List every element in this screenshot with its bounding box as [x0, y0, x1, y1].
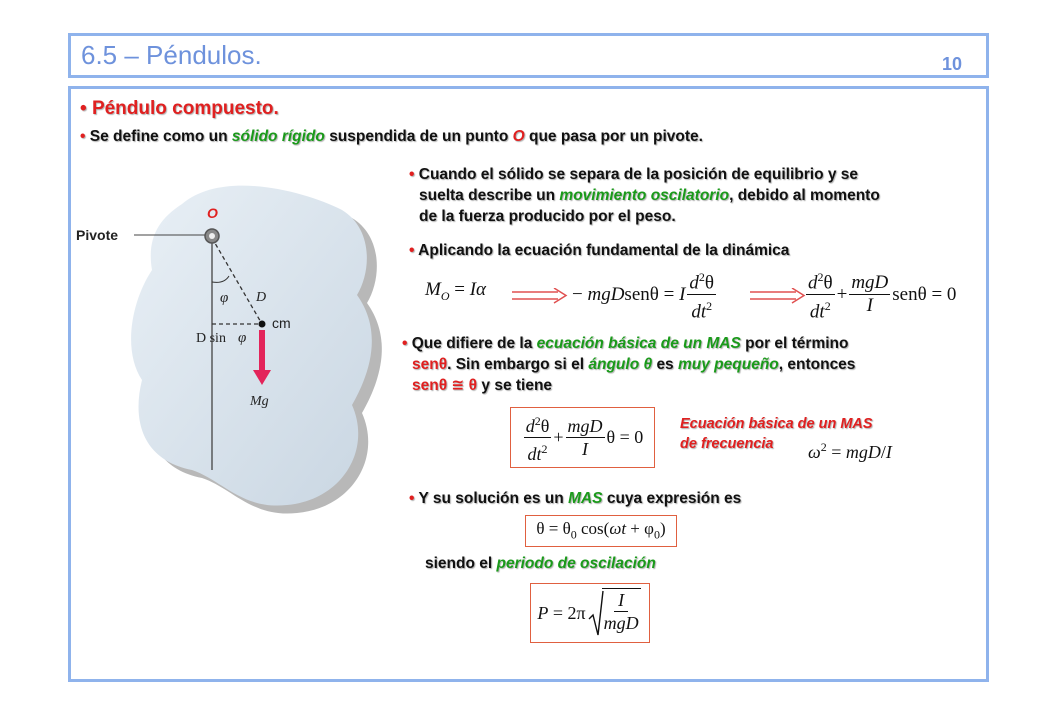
shm-equation-box: $\frac{d^2\theta}{dt^2}$ + $\frac{\text{mgD}}{I}$ θ = 0 [510, 407, 655, 468]
definition-line [80, 126, 703, 147]
implies-arrow-1 [510, 288, 570, 304]
equation-motion: $\frac{d^2\theta}{dt^2}$ + $\frac{\text{mgD}}{I}$ senθ = 0 [804, 266, 956, 324]
definition-bullet: • [80, 128, 86, 145]
p1-bullet: • [409, 166, 415, 183]
paragraph-fundamental-equation [409, 240, 789, 261]
section-title: Péndulo compuesto. [91, 98, 279, 119]
p1-line2-pre: suelta describe un [419, 187, 556, 204]
p4-bullet: • [409, 490, 415, 507]
p4-pre: Y su solución es un [418, 490, 564, 507]
p3-line2-c: , entonces [778, 356, 856, 373]
p4-em: MAS [568, 490, 603, 507]
section-heading [80, 98, 279, 120]
section-bullet: • [80, 98, 87, 119]
p3-line2-em1: ángulo θ [588, 356, 653, 373]
p5-em: periodo de oscilación [496, 555, 656, 572]
definition-text-post: que pasa por un pivote. [528, 128, 703, 145]
frequency-equation: $\omega^2 = mgD/I$ [808, 440, 892, 462]
label-o: O [207, 205, 218, 221]
p2-text: Aplicando la ecuación fundamental de la dinámica [418, 242, 790, 259]
label-cm: cm [272, 315, 291, 331]
p3-line2-em2: muy pequeño [678, 356, 779, 373]
period-equation-box: P = 2π $\frac{I}{\text{mgD}}$ [530, 583, 650, 643]
compound-pendulum-figure [72, 170, 392, 530]
label-dsin: D sin [196, 331, 226, 346]
rigid-body-blob [131, 186, 372, 506]
solution-equation-box: $\theta = \theta_0$ $\cos(\omega t + \varphi_0)$ [525, 515, 677, 547]
p1-line1: Cuando el sólido se separa de la posición de equilibrio y se [418, 166, 859, 183]
p3-line3-red: senθ ≅ θ [412, 377, 478, 394]
p3-line1-em: ecuación básica de un MAS [536, 335, 741, 352]
page-number: 10 [941, 54, 962, 74]
p3-line2-a: . Sin embargo si el [447, 356, 585, 373]
equation-torque: − mgDsenθ = I $\frac{d^2\theta}{dt^2}$ [572, 266, 718, 324]
paragraph-solution [409, 488, 741, 509]
p3-line2-red: senθ [412, 356, 448, 373]
definition-em-solid: sólido rígido [231, 128, 325, 145]
p1-line2-em: movimiento oscilatorio [559, 187, 730, 204]
paragraph-small-angle [402, 333, 982, 396]
p3-line3-post: y se tiene [481, 377, 553, 394]
p3-line2-b: es [656, 356, 674, 373]
label-pivote: Pivote [76, 227, 119, 243]
implies-arrow-2 [748, 288, 808, 304]
header-box [68, 33, 989, 78]
p1-line2-post: , debido al momento [729, 187, 880, 204]
p3-bullet: • [402, 335, 408, 352]
definition-em-point: O [512, 128, 525, 145]
p3-line1-pre: Que difiere de la [411, 335, 533, 352]
definition-text-pre: Se define como un [89, 128, 228, 145]
p5-pre: siendo el [425, 555, 493, 572]
label-mg: Mg [250, 394, 269, 409]
equation-moment: $M_O = I\alpha$ [425, 279, 487, 303]
page-title: 6.5 – Péndulos. [81, 40, 262, 70]
paragraph-period [425, 553, 656, 574]
p4-post: cuya expresión es [606, 490, 742, 507]
note-line2: de frecuencia [680, 436, 774, 452]
note-line1: Ecuación básica de un MAS [680, 416, 873, 432]
label-d: D [256, 290, 267, 305]
definition-text-mid: suspendida de un punto [329, 128, 509, 145]
paragraph-oscillation [409, 164, 989, 227]
label-phi-bottom: φ [238, 330, 247, 346]
pivot-hole [209, 233, 215, 239]
p3-line1-post: por el término [745, 335, 849, 352]
p2-bullet: • [409, 242, 415, 259]
p1-line3: de la fuerza producido por el peso. [419, 208, 676, 225]
center-of-mass-dot [259, 321, 266, 328]
label-phi-top: φ [220, 290, 229, 306]
